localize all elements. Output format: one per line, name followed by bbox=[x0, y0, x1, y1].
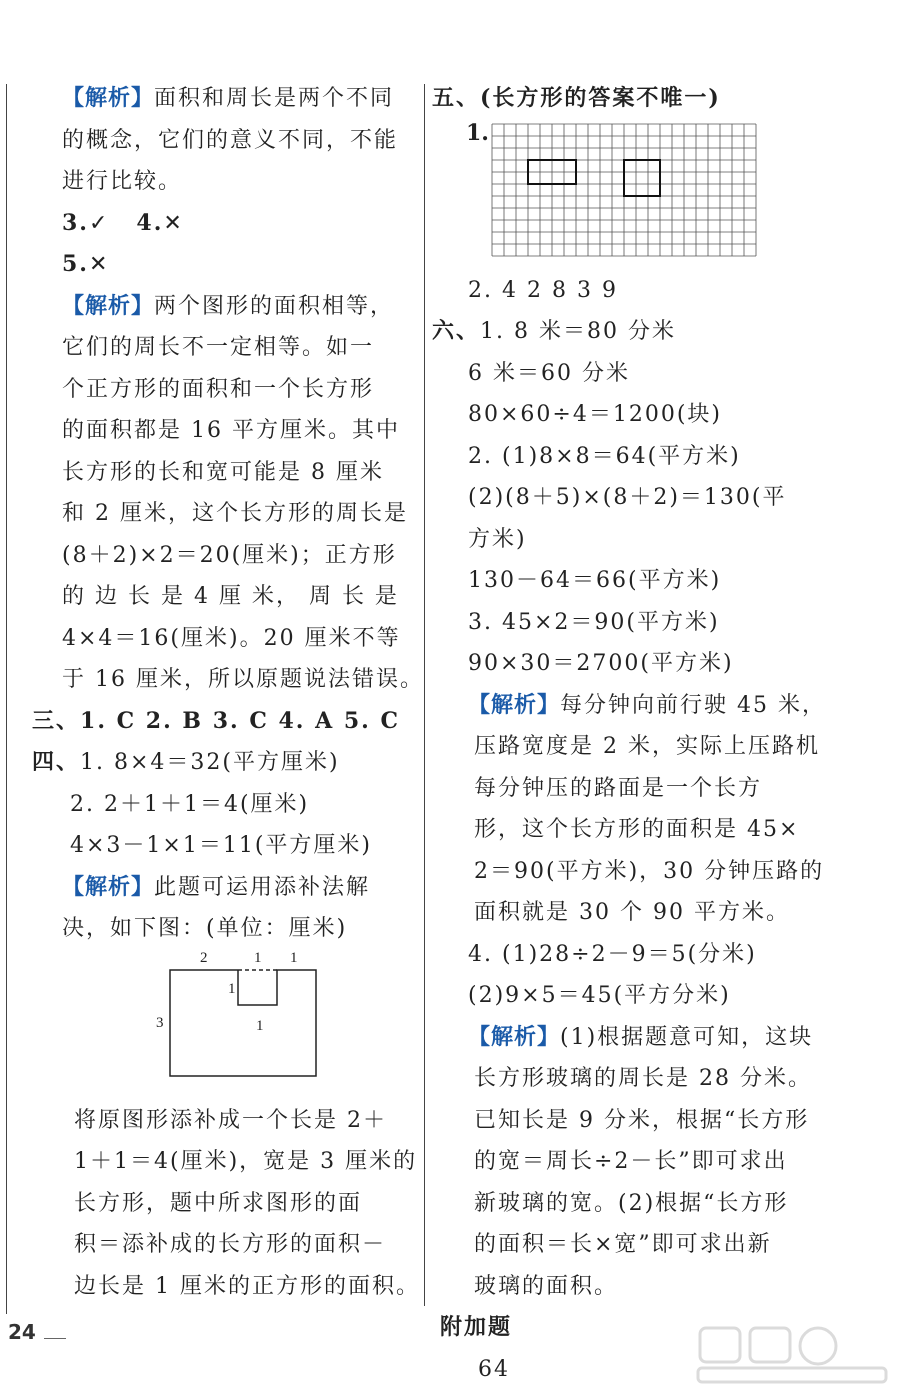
analysis-3-line-1: 【解析】此题可运用添补法解 bbox=[62, 873, 371, 900]
analysis-4-line-2: 1＋1＝4(厘米)，宽是 3 厘米的 bbox=[74, 1149, 418, 1174]
section-6-line-6: 方米) bbox=[468, 526, 527, 552]
section-5-q2: 2. 4 2 8 3 9 bbox=[468, 277, 618, 303]
analysis-4-line-3: 长方形，题中所求图形的面 bbox=[74, 1190, 363, 1216]
analysis-6-line-2: 长方形玻璃的周长是 28 分米。 bbox=[474, 1066, 812, 1091]
right-column bbox=[432, 78, 826, 1390]
analysis-6-line-6: 的面积＝长×宽”即可求出新 bbox=[474, 1232, 772, 1257]
label-top-left: 2 bbox=[200, 949, 208, 966]
section-6-line-5: (2)(8＋5)×(8＋2)＝130(平 bbox=[468, 485, 787, 510]
page-number-dash bbox=[44, 1338, 66, 1339]
section-6-line-8: 3. 45×2＝90(平方米) bbox=[468, 609, 720, 635]
answer-5: 5.✕ bbox=[62, 251, 110, 277]
section-5-grid-block bbox=[432, 120, 812, 270]
section-6-line-11: (2)9×5＝45(平方分米) bbox=[468, 983, 731, 1008]
analysis-2-line-3: 个正方形的面积和一个长方形 bbox=[62, 376, 375, 402]
answers-3-4: 3.✓ 4.✕ bbox=[62, 209, 184, 236]
analysis-4-line-5: 边长是 1 厘米的正方形的面积。 bbox=[74, 1273, 420, 1299]
analysis-2-line-2: 它们的周长不一定相等。如一 bbox=[62, 335, 375, 360]
section-6-line-2: 6 米＝60 分米 bbox=[468, 360, 630, 386]
analysis-1-line-3: 进行比较。 bbox=[62, 169, 183, 194]
analysis-5-line-2: 压路宽度是 2 米，实际上压路机 bbox=[474, 734, 820, 759]
analysis-2-line-7: (8＋2)×2＝20(厘米)；正方形 bbox=[62, 542, 397, 568]
section-5-title: 五、(长方形的答案不唯一) bbox=[432, 85, 721, 111]
analysis-6-line-5: 新玻璃的宽。(2)根据“长方形 bbox=[474, 1190, 789, 1216]
analysis-5-line-6: 面积就是 30 个 90 平方米。 bbox=[474, 900, 790, 925]
extra-question-title: 附加题 bbox=[440, 1314, 513, 1340]
extra-question-answer: 64 bbox=[478, 1356, 510, 1382]
left-column bbox=[32, 78, 424, 1307]
section-3-answers: 三、1. C 2. B 3. C 4. A 5. C bbox=[32, 707, 400, 734]
question-1-label: 1. bbox=[466, 119, 489, 146]
analysis-6-line-1: 【解析】(1)根据题意可知，这块 bbox=[468, 1023, 814, 1050]
section-6-line-9: 90×30＝2700(平方米) bbox=[468, 651, 734, 676]
label-notch-side: 1 bbox=[228, 980, 236, 997]
analysis-3-line-2: 决，如下图：(单位：厘米) bbox=[62, 916, 348, 941]
analysis-5-line-3: 每分钟压的路面是一个长方 bbox=[474, 775, 763, 801]
analysis-6-line-3: 已知长是 9 分米，根据“长方形 bbox=[474, 1107, 810, 1133]
watermark-logo bbox=[694, 1322, 890, 1386]
label-top-right: 1 bbox=[290, 949, 298, 966]
section-6-line-7: 130－64＝66(平方米) bbox=[468, 568, 722, 593]
analysis-4-line-1: 将原图形添补成一个长是 2＋ bbox=[74, 1107, 387, 1133]
analysis-1-line-1: 【解析】面积和周长是两个不同 bbox=[62, 85, 395, 111]
analysis-2-line-6: 和 2 厘米，这个长方形的周长是 bbox=[62, 501, 408, 526]
analysis-2-line-1: 【解析】两个图形的面积相等， bbox=[62, 292, 395, 319]
analysis-tag: 【解析】 bbox=[62, 85, 155, 111]
analysis-5-line-5: 2＝90(平方米)，30 分钟压路的 bbox=[474, 858, 825, 884]
analysis-5-line-4: 形，这个长方形的面积是 45× bbox=[474, 817, 800, 842]
label-notch-bottom: 1 bbox=[256, 1017, 264, 1034]
section-4-q2: 2. 2＋1＋1＝4(厘米) bbox=[70, 791, 310, 817]
section-6-line-4: 2. (1)8×8＝64(平方米) bbox=[468, 443, 741, 469]
page-number: 24 bbox=[8, 1320, 36, 1344]
analysis-1-line-2: 的概念，它们的意义不同，不能 bbox=[62, 127, 399, 153]
left-margin-rule bbox=[6, 84, 7, 1314]
section-6-line-3: 80×60÷4＝1200(块) bbox=[468, 402, 723, 427]
label-left-side: 3 bbox=[156, 1014, 164, 1031]
analysis-2-line-8: 的 边 长 是 4 厘 米， 周 长 是 bbox=[62, 584, 399, 609]
analysis-2-line-4: 的面积都是 16 平方厘米。其中 bbox=[62, 418, 400, 443]
analysis-5-line-1: 【解析】每分钟向前行驶 45 米， bbox=[468, 691, 826, 718]
drawn-rectangle bbox=[624, 160, 660, 196]
figure-svg bbox=[62, 950, 412, 1100]
section-6-q1: 六、1. 8 米＝80 分米 bbox=[432, 318, 676, 344]
analysis-4-line-4: 积＝添补成的长方形的面积－ bbox=[74, 1232, 387, 1257]
column-divider bbox=[424, 84, 425, 1306]
analysis-6-line-7: 玻璃的面积。 bbox=[474, 1273, 619, 1299]
analysis-2-line-5: 长方形的长和宽可能是 8 厘米 bbox=[62, 459, 384, 485]
notched-rectangle-figure bbox=[62, 950, 412, 1100]
analysis-2-line-10: 于 16 厘米，所以原题说法错误。 bbox=[62, 667, 424, 692]
analysis-6-line-4: 的宽＝周长÷2－长”即可求出 bbox=[474, 1149, 788, 1174]
section-4-q2-step: 4×3－1×1＝11(平方厘米) bbox=[70, 833, 373, 858]
section-4-q1: 四、1. 8×4＝32(平方厘米) bbox=[32, 749, 340, 775]
label-top-mid: 1 bbox=[254, 949, 262, 966]
section-6-line-10: 4. (1)28÷2－9＝5(分米) bbox=[468, 941, 757, 967]
grid-paper bbox=[490, 122, 790, 262]
figure-outline bbox=[170, 970, 316, 1076]
analysis-2-line-9: 4×4＝16(厘米)。20 厘米不等 bbox=[62, 625, 401, 651]
